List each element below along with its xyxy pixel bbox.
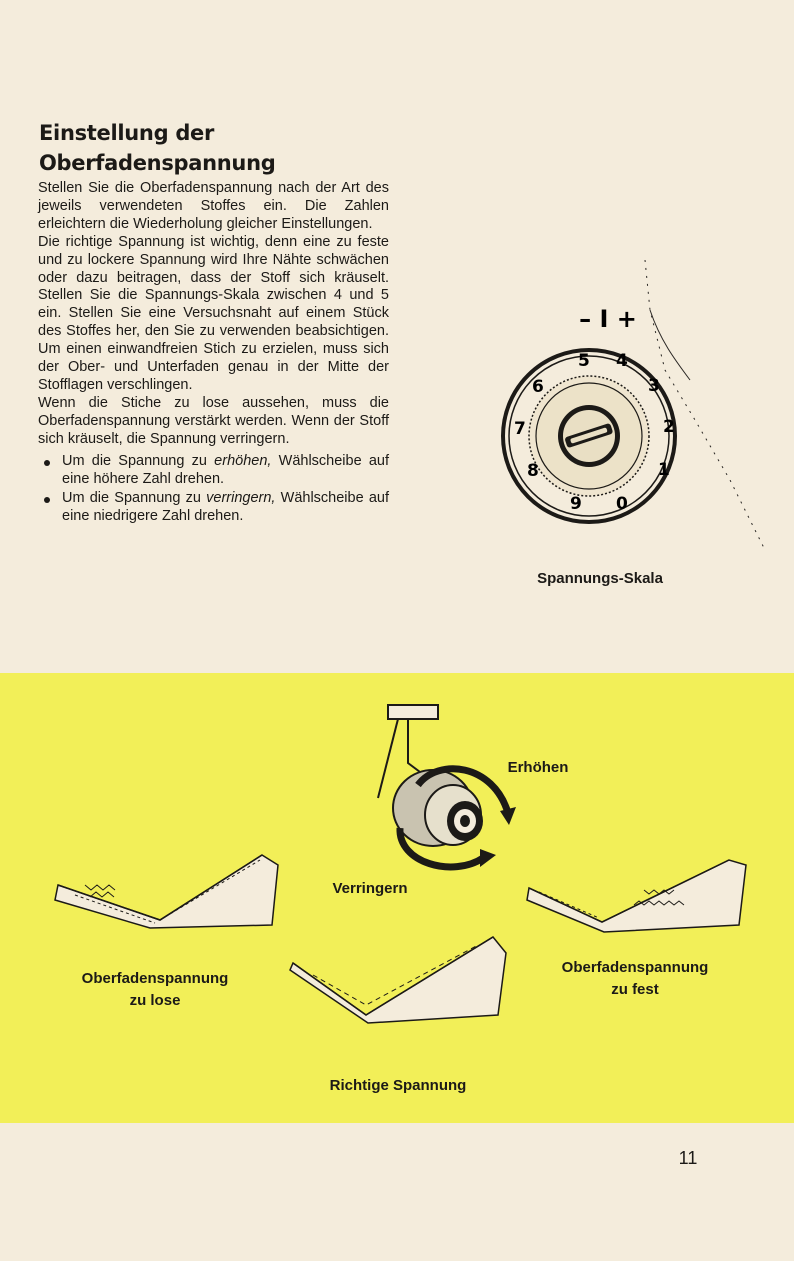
page-number: 11 [678,1148,698,1168]
fabric-correct-icon [288,935,513,1030]
bullet-text: Um die Spannung zu [62,490,207,507]
correct-caption: Richtige Spannung [329,1077,467,1094]
increase-label: Erhöhen [507,759,569,776]
bullet-list [38,453,389,527]
dial-number: 4 [616,351,628,371]
bullet-text: Um die Spannung zu [62,452,215,469]
bullet-emphasis: verringern, [206,490,276,507]
fabric-too-tight-icon [524,860,754,940]
paragraph-importance: Die richtige Spannung ist wichtig, denn eine zu feste und zu lockere Spannung wird Ihre Nähte schwächen oder dazu beitragen, dass der Stoff sich kräuselt. Stellen Sie die Spannungs-Skala zwischen 4 und 5 ein. Stellen Sie eine Versuchsnaht auf einem Stück des Stoffes her, den Sie zu verwenden beabsichtigen. Um einen einwandfreien Stich zu erzielen, muss sich der Ober- und Unterfaden genau in der Mitte der Stofflagen verschlingen. [38,233,389,393]
too-tight-caption [540,957,730,1001]
dial-number: 7 [514,419,526,439]
illustration-panel [0,673,794,1123]
too-loose-caption [60,968,250,1012]
dial-number: 1 [658,460,670,480]
bullet-decrease [38,490,389,526]
paragraph-intro: Stellen Sie die Oberfadenspannung nach der Art des jeweils verwendeten Stoffes ein. Die Zahlen erleichtern die Wiederholung gleicher Einstellungen. [38,180,389,232]
dial-caption: Spannungs-Skala [537,570,663,587]
dial-number: 6 [532,377,544,397]
dial-number: 8 [527,461,539,481]
section-heading [39,118,399,178]
heading-line-1: Einstellung der [39,121,215,145]
dial-number: 9 [570,494,582,514]
too-loose-line-2: zu lose [129,992,181,1009]
bullet-text: Wählscheibe auf eine höhere Zahl drehen. [62,452,390,487]
heading-line-2: Oberfadenspannung [39,151,276,175]
too-tight-line-2: zu fest [611,981,659,998]
instructions-text [38,180,389,528]
bullet-emphasis: erhöhen, [214,452,272,469]
dial-number: 3 [648,376,660,396]
tension-knob-icon [368,703,528,888]
tension-dial-illustration [490,250,780,560]
dial-indicator: – I + [579,305,637,333]
dial-number: 0 [616,494,628,514]
dial-number: 2 [663,417,675,437]
too-loose-line-1: Oberfadenspannung [81,970,229,987]
fabric-too-loose-icon [50,855,280,935]
dial-number: 5 [578,351,590,371]
decrease-label: Verringern [332,880,408,897]
bullet-increase [38,453,389,489]
too-tight-line-1: Oberfadenspannung [561,959,709,976]
paragraph-adjust: Wenn die Stiche zu lose aussehen, muss die Oberfadenspannung verstärkt werden. Wenn der Stoff sich kräuselt, die Spannung verringern. [38,394,389,447]
bullet-text: Wählscheibe auf eine niedrigere Zahl drehen. [62,490,389,525]
